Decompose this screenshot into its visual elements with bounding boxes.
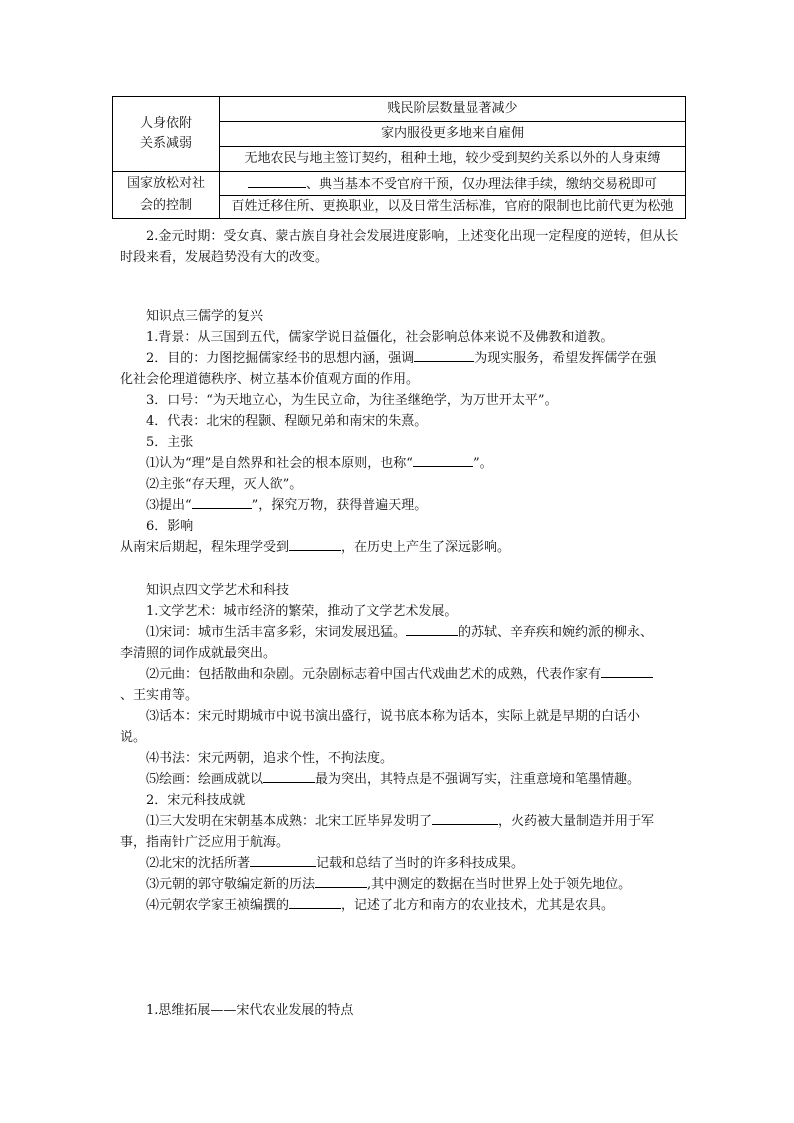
text-run: ，在历史上产生了深远影响。 — [341, 540, 511, 555]
section4-shen-kuo — [146, 853, 716, 874]
text-run: ⑶提出“ — [146, 498, 192, 513]
text-run: 最为突出，其特点是不强调写实，注重意境和笔墨情趣。 — [315, 772, 641, 787]
fill-blank[interactable] — [263, 769, 315, 783]
table-cell: 百姓迁移住所、更换职业，以及日常生活标准，官府的限制也比前代更为松弛 — [220, 196, 686, 219]
fill-blank[interactable] — [289, 895, 341, 909]
section3-slogan: 3．口号：“为天地立心，为生民立命，为往圣继绝学，为万世开太平”。 — [146, 393, 558, 408]
text-run: ⑸绘画：绘画成就以 — [146, 772, 264, 787]
fill-blank[interactable] — [414, 348, 474, 362]
section3-claims-heading: 5．主张 — [146, 435, 194, 450]
section3-claim-2: ⑵主张“存天理，灭人欲”。 — [146, 477, 303, 492]
category-text: 人身依附关系减弱 — [139, 116, 192, 151]
table-cell: 家内服役更多地来自雇佣 — [220, 122, 686, 147]
fill-blank[interactable] — [413, 453, 473, 467]
text-run: ⑶元朝的郭守敬编定新的历法 — [146, 877, 316, 892]
text-run: 的苏轼、辛弃疾和婉约派的柳永、李清照的词作成就最突出。 — [120, 625, 654, 661]
text-run: 从南宋后期起，程朱理学受到 — [120, 540, 290, 555]
section4-song-ci — [120, 622, 664, 664]
text-run: 为现实服务，希望发挥儒学在强化社会伦理道德秩序、树立基本价值观方面的作用。 — [120, 351, 657, 387]
section4-painting — [146, 769, 716, 790]
section3-claim-1 — [146, 453, 716, 474]
section3-title: 知识点三儒学的复兴 — [146, 309, 264, 324]
text-run: ⑷元朝农学家王祯编撰的 — [146, 898, 290, 913]
text-run: ，火药被大量制造并用于军事，指南针广泛应用于航海。 — [120, 814, 655, 850]
text-run: 、王实甫等。 — [120, 688, 199, 703]
fill-blank[interactable] — [315, 874, 367, 888]
section4-yuan-qu — [120, 664, 664, 706]
fill-blank[interactable] — [601, 664, 653, 678]
section4-inventions — [120, 811, 664, 853]
text-run: ，记述了北方和南方的农业技术，尤其是农具。 — [341, 898, 615, 913]
fill-blank[interactable] — [406, 622, 458, 636]
section3-influence-heading: 6．影响 — [146, 519, 194, 534]
section4-guo-shoujing — [146, 874, 716, 895]
section4-wang-zhen — [146, 895, 716, 916]
jin-yuan-paragraph: 2.金元时期：受女真、蒙古族自身社会发展进度影响，上述变化出现一定程度的逆转，但从长时段来看，发展趋势没有大的改变。 — [120, 229, 679, 265]
table-row — [113, 172, 686, 196]
society-change-table — [112, 96, 686, 219]
fill-blank[interactable] — [289, 537, 341, 551]
fill-blank[interactable] — [250, 853, 316, 867]
section3-influence — [120, 537, 690, 558]
cell-text: 、典当基本不受官府干预，仅办理法律手续，缴纳交易税即可 — [305, 177, 657, 192]
table-cell: 无地农民与地主签订契约，租种土地，较少受到契约关系以外的人身束缚 — [220, 147, 686, 172]
fill-blank[interactable] — [432, 811, 498, 825]
section4-literature: 1.文学艺术：城市经济的繁荣，推动了文学艺术发展。 — [146, 604, 458, 619]
text-run: ⑵元曲：包括散曲和杂剧。元杂剧标志着中国古代戏曲艺术的成熟，代表作家有 — [146, 667, 602, 682]
text-run: ”。 — [472, 456, 493, 471]
table-row — [113, 97, 686, 122]
section4-huaben: ⑶话本：宋元时期城市中说书演出盛行，说书底本称为话本，实际上就是早期的白话小说。 — [120, 709, 641, 745]
section3-purpose — [120, 348, 664, 390]
fill-blank[interactable] — [192, 495, 252, 509]
text-run: 记载和总结了当时的许多科技成果。 — [316, 856, 525, 871]
table-category-cell — [113, 97, 220, 172]
section4-calligraphy: ⑷书法：宋元两朝，追求个性，不拘法度。 — [146, 751, 394, 766]
table-category-cell — [113, 172, 220, 219]
extension-heading: 1.思维拓展——宋代农业发展的特点 — [146, 1003, 354, 1018]
section4-title: 知识点四文学艺术和科技 — [146, 583, 290, 598]
fill-blank[interactable] — [248, 173, 306, 188]
section3-claim-3 — [146, 495, 716, 516]
text-run: ”，探究万物，获得普遍天理。 — [251, 498, 428, 513]
text-run: 2．目的：力图挖掘儒家经书的思想内涵，强调 — [146, 351, 415, 366]
text-run: ,其中测定的数据在当时世界上处于领先地位。 — [367, 877, 632, 892]
text-run: ⑴认为“理”是自然界和社会的根本原则，也称“ — [146, 456, 413, 471]
text-run: ⑵北宋的沈括所著 — [146, 856, 251, 871]
category-text: 国家放松对社会的控制 — [126, 176, 205, 213]
table-cell: 贱民阶层数量显著减少 — [220, 97, 686, 122]
text-run: ⑴三大发明在宋朝基本成熟：北宋工匠毕昇发明了 — [146, 814, 433, 829]
section3-background: 1.背景：从三国到五代，儒家学说日益僵化，社会影响总体来说不及佛教和道教。 — [146, 330, 614, 345]
section4-science-heading: 2．宋元科技成就 — [146, 793, 246, 808]
table-cell — [220, 172, 686, 196]
section3-representatives: 4．代表：北宋的程颢、程颐兄弟和南宋的朱熹。 — [146, 414, 428, 429]
text-run: ⑴宋词：城市生活丰富多彩，宋词发展迅猛。 — [146, 625, 407, 640]
